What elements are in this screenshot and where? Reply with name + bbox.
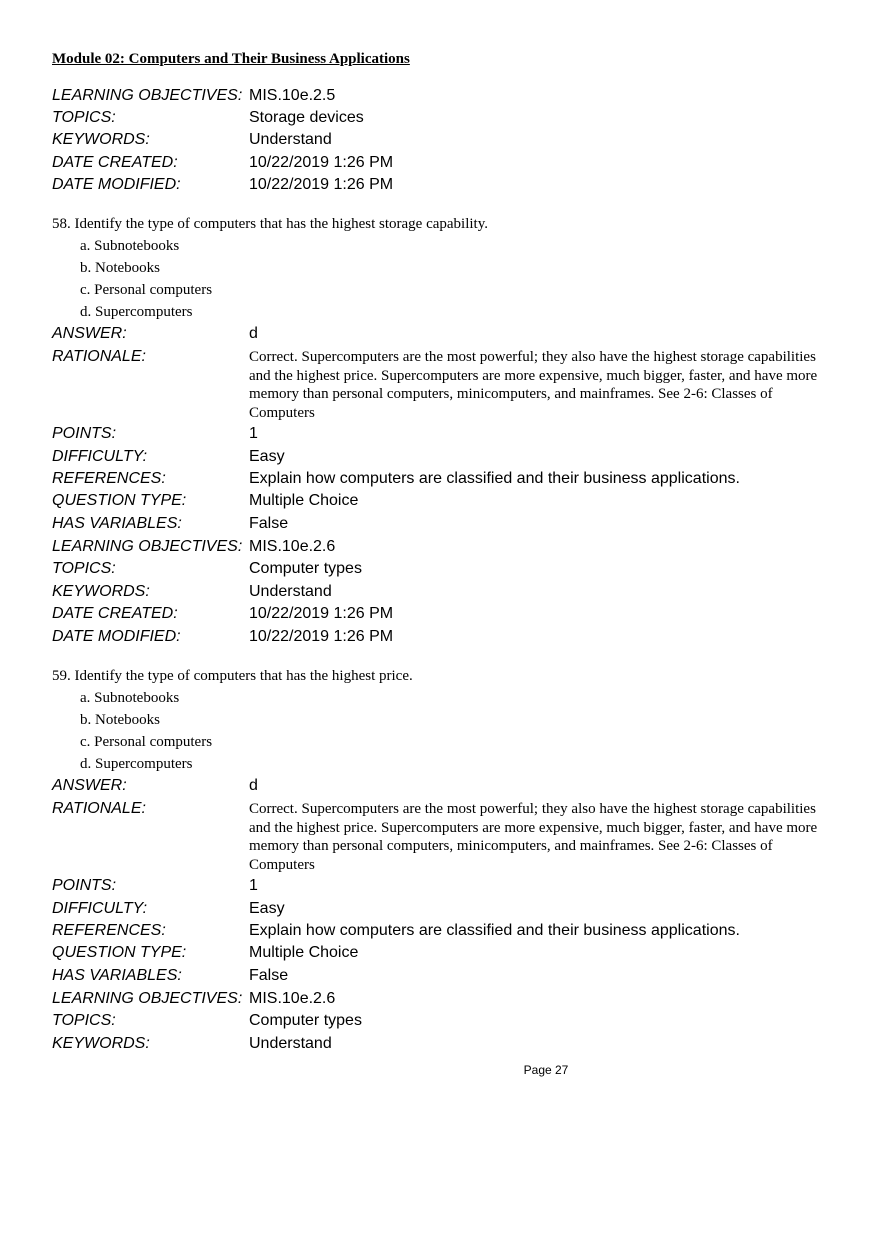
field-label: RATIONALE: <box>52 800 146 817</box>
field-value: d <box>249 325 258 342</box>
field-value: False <box>249 515 289 532</box>
field-label: LEARNING OBJECTIVES: <box>52 87 243 104</box>
field-value: Understand <box>249 583 332 600</box>
field-value: Multiple Choice <box>249 492 359 509</box>
question-58-choice-a: a. Subnotebooks <box>80 238 180 254</box>
page-number: Page 27 <box>523 1063 569 1077</box>
prev-date-modified-row <box>52 175 842 197</box>
module-heading: Module 02: Computers and Their Business Applications <box>52 51 410 67</box>
q58-topics-row <box>52 559 842 581</box>
field-label: KEYWORDS: <box>52 131 150 148</box>
q58-question-type-row <box>52 491 842 513</box>
q59-has-variables-row <box>52 966 842 988</box>
field-label: ANSWER: <box>52 777 127 794</box>
prev-keywords-row <box>52 130 842 152</box>
field-label: POINTS: <box>52 877 117 894</box>
q58-answer-row <box>52 324 842 346</box>
field-label: QUESTION TYPE: <box>52 944 187 961</box>
question-59-stem: 59. Identify the type of computers that has the highest price. <box>52 668 413 684</box>
field-value: False <box>249 967 289 984</box>
field-value: 10/22/2019 1:26 PM <box>249 154 394 171</box>
q59-references-row <box>52 921 842 943</box>
field-label: LEARNING OBJECTIVES: <box>52 990 243 1007</box>
field-value: 1 <box>249 425 258 442</box>
field-value: Understand <box>249 131 332 148</box>
q59-question-type-row <box>52 943 842 965</box>
field-value: Explain how computers are classified and their business applications. <box>249 470 740 487</box>
question-59-choice-b: b. Notebooks <box>80 712 160 728</box>
q59-learning-objectives-row <box>52 989 842 1011</box>
q58-has-variables-row <box>52 514 842 536</box>
q58-date-modified-row <box>52 627 842 649</box>
question-58-choice-c: c. Personal computers <box>80 282 213 298</box>
question-58-stem: 58. Identify the type of computers that has the highest storage capability. <box>52 216 488 232</box>
field-label: RATIONALE: <box>52 348 146 365</box>
field-label: DATE CREATED: <box>52 154 178 171</box>
q59-difficulty-row <box>52 899 842 921</box>
q58-keywords-row <box>52 582 842 604</box>
question-59-choice-d: d. Supercomputers <box>80 756 193 772</box>
field-value: Computer types <box>249 560 362 577</box>
question-59-choice-a: a. Subnotebooks <box>80 690 180 706</box>
field-label: ANSWER: <box>52 325 127 342</box>
field-value: Easy <box>249 448 285 465</box>
field-value: MIS.10e.2.5 <box>249 87 336 104</box>
q58-points-row <box>52 424 842 446</box>
field-label: HAS VARIABLES: <box>52 967 182 984</box>
field-value: Computer types <box>249 1012 362 1029</box>
field-value: 10/22/2019 1:26 PM <box>249 176 394 193</box>
field-label: HAS VARIABLES: <box>52 515 182 532</box>
field-value: MIS.10e.2.6 <box>249 538 336 555</box>
field-value: 10/22/2019 1:26 PM <box>249 628 394 645</box>
field-label: DATE CREATED: <box>52 605 178 622</box>
field-value: MIS.10e.2.6 <box>249 990 336 1007</box>
field-label: DATE MODIFIED: <box>52 628 181 645</box>
field-label: REFERENCES: <box>52 922 166 939</box>
field-label: POINTS: <box>52 425 117 442</box>
q58-learning-objectives-row <box>52 537 842 559</box>
field-value: d <box>249 777 258 794</box>
field-label: KEYWORDS: <box>52 583 150 600</box>
field-value: Multiple Choice <box>249 944 359 961</box>
field-label: REFERENCES: <box>52 470 166 487</box>
field-label: DATE MODIFIED: <box>52 176 181 193</box>
prev-date-created-row <box>52 153 842 175</box>
question-59-choice-c: c. Personal computers <box>80 734 213 750</box>
prev-topics-row <box>52 108 842 130</box>
q59-points-row <box>52 876 842 898</box>
field-label: KEYWORDS: <box>52 1035 150 1052</box>
q59-keywords-row <box>52 1034 842 1056</box>
q58-references-row <box>52 469 842 491</box>
field-value: Storage devices <box>249 109 364 126</box>
question-58-choice-d: d. Supercomputers <box>80 304 193 320</box>
field-label: TOPICS: <box>52 109 116 126</box>
field-value: 1 <box>249 877 258 894</box>
field-value: 10/22/2019 1:26 PM <box>249 605 394 622</box>
question-58-choice-b: b. Notebooks <box>80 260 160 276</box>
q58-date-created-row <box>52 604 842 626</box>
field-label: DIFFICULTY: <box>52 900 148 917</box>
field-label: QUESTION TYPE: <box>52 492 187 509</box>
q59-topics-row <box>52 1011 842 1033</box>
field-value: Understand <box>249 1035 332 1052</box>
field-label: TOPICS: <box>52 1012 116 1029</box>
field-value: Explain how computers are classified and their business applications. <box>249 922 740 939</box>
prev-learning-objectives-row <box>52 86 842 108</box>
field-label: TOPICS: <box>52 560 116 577</box>
field-value: Easy <box>249 900 285 917</box>
q59-rationale-text: Correct. Supercomputers are the most powerful; they also have the highest storage capabilities and the highest price. Supercomputers are more expensive, much bigger, faster, and have more memory than personal computers, minicomputers, and mainframes. See 2-6: Classes of Computers <box>249 801 818 873</box>
q59-answer-row <box>52 776 842 798</box>
field-label: DIFFICULTY: <box>52 448 148 465</box>
q58-rationale-text: Correct. Supercomputers are the most powerful; they also have the highest storage capabilities and the highest price. Supercomputers are more expensive, much bigger, faster, and have more memory than personal computers, minicomputers, and mainframes. See 2-6: Classes of Computers <box>249 349 818 421</box>
field-label: LEARNING OBJECTIVES: <box>52 538 243 555</box>
q58-difficulty-row <box>52 447 842 469</box>
